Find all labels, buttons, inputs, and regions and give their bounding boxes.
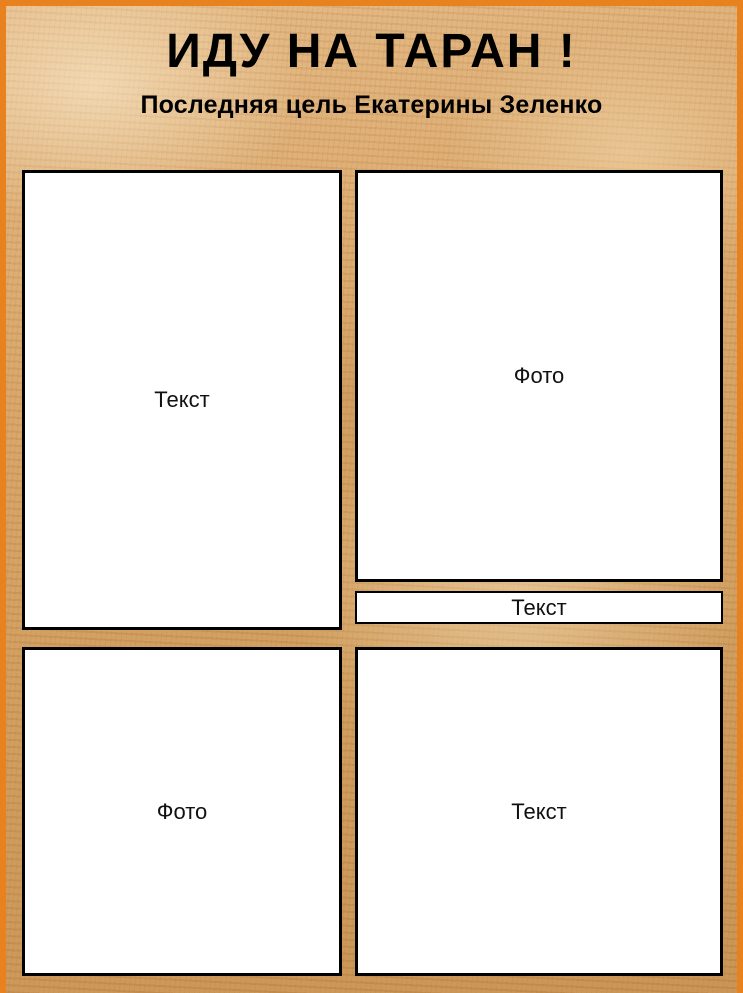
placeholder-photo-bottom-left[interactable]: Фото	[22, 647, 342, 976]
grid-col-left-top	[22, 170, 342, 630]
placeholder-photo-top-right[interactable]: Фото	[355, 170, 723, 582]
page-title: ИДУ НА ТАРАН !	[166, 25, 577, 78]
grid-row-bottom	[16, 647, 733, 976]
placeholder-text-bottom-right[interactable]: Текст	[355, 647, 723, 976]
layout-grid	[16, 170, 733, 976]
placeholder-text-top-left[interactable]: Текст	[22, 170, 342, 630]
page-subtitle: Последняя цель Екатерины Зеленко	[140, 90, 603, 119]
poster-header	[6, 6, 737, 120]
grid-col-right-bottom	[355, 647, 723, 976]
grid-col-right-top	[355, 170, 723, 630]
grid-col-left-bottom	[22, 647, 342, 976]
placeholder-caption-top-right[interactable]: Текст	[355, 591, 723, 624]
grid-row-top	[16, 170, 733, 630]
